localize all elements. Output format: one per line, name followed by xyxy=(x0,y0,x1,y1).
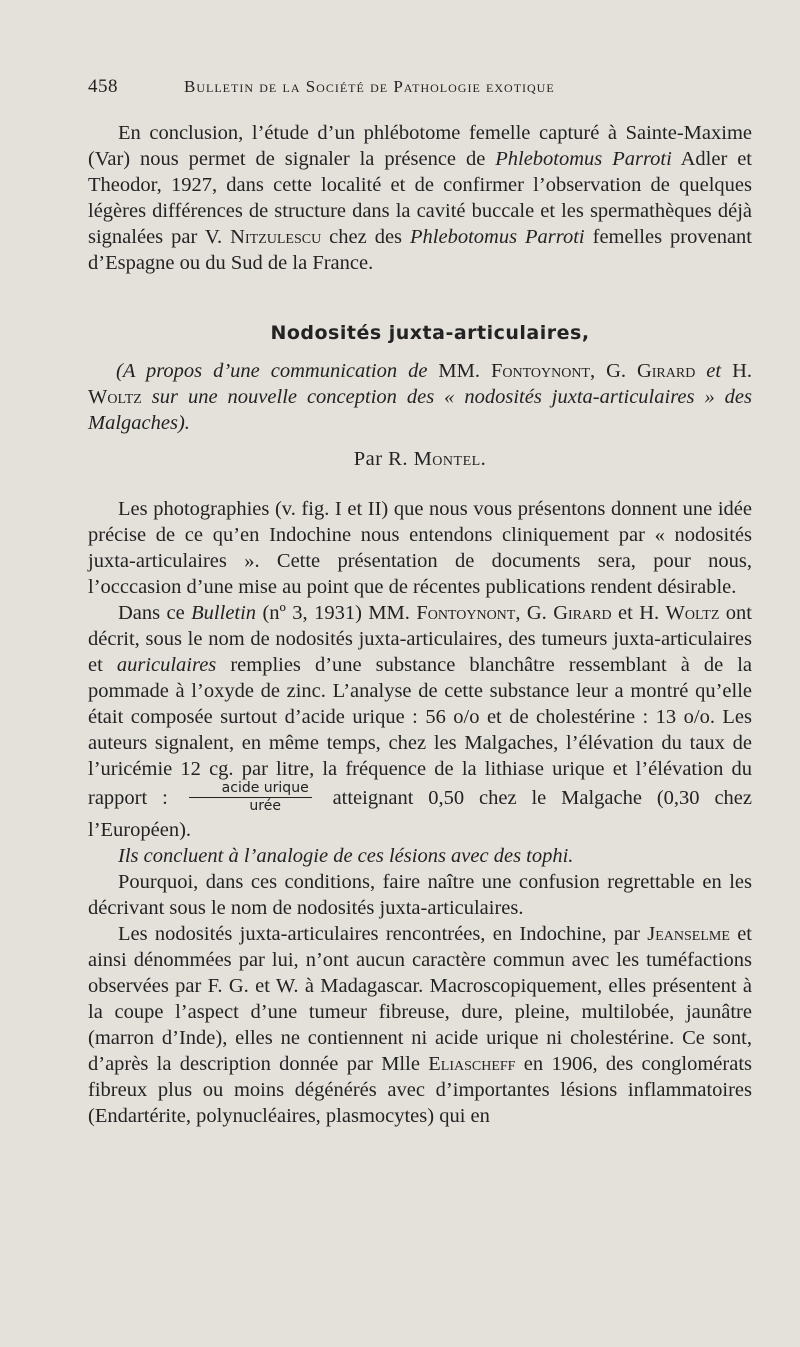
author-names: Fontoynont, G. Girard xyxy=(490,360,696,382)
text-run: remplies d’une substance blanchâtre ressemblant à de la pommade à l’oxyde de zinc. L’analyse de cette substance leur a montré qu’elle était composée surtout d’acide urique : 56 o/o et de cholestérine : 13 o/o. Les auteurs signalent, en même temps, chez les Malgaches, l’élévation du taux de l’uricémie 12 cg. par litre, la fréquence de la lithiase urique et l’élévation du rapport : xyxy=(88,654,753,810)
author-names: Woltz xyxy=(88,386,142,408)
text-run: , G. xyxy=(515,602,554,624)
species-name: Phlebotomus Parroti xyxy=(410,226,585,248)
subtitle-text: sur une nouvelle conception des « nodosités juxta-articulaires » des Malgaches). xyxy=(88,386,752,434)
fraction-denominator: urée xyxy=(249,798,281,814)
author-name: Eliascheff xyxy=(428,1053,516,1075)
emphasis: auriculaires xyxy=(116,654,217,676)
subtitle-text: et xyxy=(695,360,733,382)
subtitle-text: (A propos d’une communication de xyxy=(116,360,439,382)
author-name: Jeanselme xyxy=(647,923,730,945)
byline-prefix: Par R. xyxy=(353,448,414,470)
ratio-fraction xyxy=(189,780,312,815)
text-run: atteignant 0,50 chez le Malgache (0,30 chez l’Européen). xyxy=(88,787,752,841)
running-header xyxy=(88,76,738,106)
text-run: Les nodosités juxta-articulaires rencontrées, en Indochine, par xyxy=(118,923,648,945)
species-name: Phlebotomus Parroti xyxy=(495,148,672,170)
text-run: en 1906, des conglomérats fibreux plus ou moins dégénérés avec d’importantes lésions inflammatoires (Endartérite, polynucléaires, plasmocytes) qui en xyxy=(88,1053,752,1127)
article-subtitle xyxy=(88,358,752,436)
text-run: Dans ce xyxy=(118,602,192,624)
author-name: Fontoynont xyxy=(416,602,516,624)
conclusion-paragraph xyxy=(88,120,752,276)
text-body xyxy=(88,120,752,1129)
fraction-numerator: acide urique xyxy=(189,780,312,798)
paragraph-4: Pourquoi, dans ces conditions, faire naître une confusion regrettable en les décrivant sous le nom de nodosités juxta-articulaires. xyxy=(88,871,752,919)
text-run: Adler et Theodor, 1927, dans cette localité et de confirmer l’observation de quelques légères différences de structure dans la cavité buccale et les spermathèques déjà signalées par V. xyxy=(88,148,752,248)
author-name: Nitzulescu xyxy=(230,226,322,248)
text-run: et H. xyxy=(611,602,666,624)
text-run: (nº 3, 1931) MM. xyxy=(256,602,417,624)
journal-name: Bulletin xyxy=(191,602,257,624)
subtitle-text: H. xyxy=(732,360,752,382)
running-title: Bulletin de la Société de Pathologie exotique xyxy=(184,77,555,96)
page-number: 458 xyxy=(88,76,118,97)
text-run: ont décrit, sous le nom de nodosités juxta-articulaires, des tumeurs juxta-articulaires et xyxy=(88,602,752,676)
byline-author: Montel. xyxy=(413,448,487,470)
paragraph-2 xyxy=(88,600,752,843)
author-name: Girard xyxy=(553,602,612,624)
byline xyxy=(88,446,752,472)
author-name: Woltz xyxy=(665,602,720,624)
text-run: Ils concluent à l’analogie de ces lésions avec des tophi. xyxy=(118,845,574,867)
text-run: femelles provenant d’Espagne ou du Sud de la France. xyxy=(88,226,752,274)
subtitle-text: MM. xyxy=(438,360,491,382)
paragraph-3 xyxy=(88,843,752,869)
paragraph-1: Les photographies (v. fig. I et II) que nous vous présentons donnent une idée précise de ce qu’en Indochine nous entendons cliniquement par « nodosités juxta-articulaires ». Cette présentation de documents sera, pour nous, l’occcasion d’une mise au point que de récentes publications rendent désirable. xyxy=(88,498,752,598)
article-title: Nodosités juxta-articulaires, xyxy=(270,322,590,344)
text-run: chez des xyxy=(321,226,410,248)
paragraph-5 xyxy=(88,921,752,1129)
text-run: et ainsi dénommées par lui, n’ont aucun caractère commun avec les tuméfactions observées par F. G. et W. à Madagascar. Macroscopiquement, elles présentent à la coupe l’aspect d’une tumeur fibreuse, dure, pleine, multilobée, jaunâtre (marron d’Inde), elles ne contiennent ni acide urique ni cholestérine. Ce sont, d’après la description donnée par Mlle xyxy=(88,923,753,1075)
text-run: En conclusion, l’étude d’un phlébotome femelle capturé à Sainte-Maxime (Var) nous permet de signaler la présence de xyxy=(88,122,752,170)
